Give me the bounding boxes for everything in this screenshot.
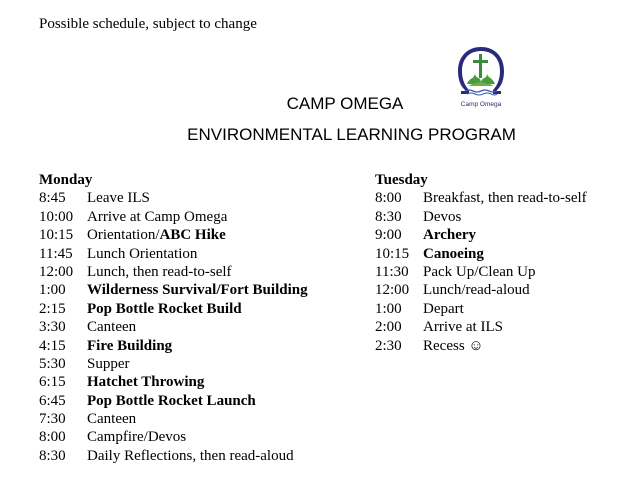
activity-text: Canoeing — [423, 245, 484, 262]
logo-text: Camp Omega — [460, 101, 502, 108]
schedule-time: 10:15 — [39, 227, 74, 244]
activity-text: Orientation/ — [87, 227, 160, 244]
activity-text: Hatchet Throwing — [87, 374, 205, 391]
activity-text: Lunch, then read-to-self — [87, 263, 232, 280]
schedule-activity — [423, 319, 503, 335]
schedule-row — [375, 281, 587, 299]
schedule-time: 11:45 — [39, 245, 73, 262]
page-title: CAMP OMEGA — [286, 94, 404, 113]
schedule-time: 11:30 — [375, 263, 409, 280]
schedule-time: 2:15 — [39, 300, 66, 317]
schedule-row — [375, 263, 587, 281]
schedule-row — [39, 410, 308, 428]
schedule-row — [39, 355, 308, 373]
schedule-time: 7:30 — [39, 411, 66, 428]
schedule-time: 4:15 — [39, 337, 66, 354]
activity-text: Breakfast, then read-to-self — [423, 190, 587, 207]
activity-text: Canteen — [87, 319, 137, 336]
schedule-activity — [87, 338, 172, 354]
activity-text: Pop Bottle Rocket Build — [87, 300, 242, 317]
schedule-activity — [423, 264, 535, 280]
tuesday-schedule — [375, 171, 587, 355]
schedule-activity — [87, 448, 294, 464]
schedule-activity — [87, 393, 256, 409]
activity-text: Canteen — [87, 411, 137, 428]
activity-text: Fire Building — [87, 337, 173, 354]
schedule-row — [375, 245, 587, 263]
schedule-time: 8:30 — [375, 208, 402, 225]
schedule-activity — [423, 338, 484, 354]
schedule-note: Possible schedule, subject to change — [39, 16, 257, 32]
schedule-activity — [87, 429, 186, 445]
schedule-activity — [87, 411, 136, 427]
schedule-time: 8:30 — [39, 447, 66, 464]
schedule-row — [39, 392, 308, 410]
activity-text: Arrive at Camp Omega — [87, 208, 228, 225]
activity-text: Supper — [87, 355, 130, 372]
schedule-row — [375, 337, 587, 355]
page-subtitle: ENVIRONMENTAL LEARNING PROGRAM — [187, 125, 516, 144]
schedule-activity — [423, 227, 476, 243]
activity-text: ABC Hike — [159, 227, 226, 244]
schedule-row — [39, 226, 308, 244]
schedule-time: 5:30 — [39, 355, 66, 372]
schedule-row — [39, 447, 308, 465]
activity-text: Archery — [423, 227, 477, 244]
schedule-activity — [87, 209, 227, 225]
schedule-activity — [87, 356, 130, 372]
day-heading-monday: Monday — [39, 172, 93, 188]
schedule-row — [375, 226, 587, 244]
activity-text: Arrive at ILS — [423, 319, 503, 336]
schedule-row — [375, 300, 587, 318]
schedule-activity — [87, 301, 242, 317]
schedule-time: 12:00 — [39, 263, 74, 280]
schedule-time: 10:15 — [375, 245, 410, 262]
activity-text: Daily Reflections, then read-aloud — [87, 447, 294, 464]
activity-text: Campfire/Devos — [87, 429, 187, 446]
schedule-time: 9:00 — [375, 227, 402, 244]
schedule-row — [39, 245, 308, 263]
activity-text: Pack Up/Clean Up — [423, 263, 536, 280]
schedule-time: 2:30 — [375, 337, 402, 354]
activity-text: Depart — [423, 300, 464, 317]
schedule-activity — [87, 227, 226, 243]
schedule-activity — [423, 190, 587, 206]
activity-text: Wilderness Survival/Fort Building — [87, 282, 308, 299]
omega-cross-logo-icon — [455, 44, 507, 100]
schedule-row — [39, 428, 308, 446]
schedule-time: 2:00 — [375, 319, 402, 336]
schedule-activity — [423, 246, 484, 262]
activity-text: Devos — [423, 208, 462, 225]
day-heading-tuesday: Tuesday — [375, 172, 428, 188]
activity-text: Lunch/read-aloud — [423, 282, 530, 299]
schedule-time: 10:00 — [39, 208, 74, 225]
schedule-time: 1:00 — [375, 300, 402, 317]
schedule-row — [39, 281, 308, 299]
activity-text: Leave ILS — [87, 190, 150, 207]
activity-text: Lunch Orientation — [87, 245, 198, 262]
schedule-activity — [423, 301, 464, 317]
schedule-row — [39, 337, 308, 355]
schedule-row — [39, 189, 308, 207]
activity-text: Pop Bottle Rocket Launch — [87, 392, 256, 409]
schedule-row — [39, 318, 308, 336]
schedule-time: 8:45 — [39, 190, 66, 207]
schedule-activity — [87, 264, 232, 280]
monday-schedule — [39, 171, 308, 465]
schedule-activity — [87, 319, 136, 335]
activity-text: Recess ☺ — [423, 337, 484, 354]
schedule-time: 12:00 — [375, 282, 410, 299]
schedule-time: 3:30 — [39, 319, 66, 336]
schedule-row — [39, 300, 308, 318]
schedule-time: 8:00 — [375, 190, 402, 207]
schedule-activity — [423, 282, 530, 298]
schedule-row — [375, 208, 587, 226]
schedule-activity — [87, 374, 204, 390]
schedule-row — [39, 208, 308, 226]
schedule-row — [375, 318, 587, 336]
schedule-row — [39, 373, 308, 391]
schedule-time: 8:00 — [39, 429, 66, 446]
schedule-activity — [423, 209, 461, 225]
schedule-activity — [87, 246, 197, 262]
schedule-row — [39, 263, 308, 281]
schedule-time: 1:00 — [39, 282, 66, 299]
schedule-time: 6:15 — [39, 374, 66, 391]
schedule-activity — [87, 190, 150, 206]
schedule-time: 6:45 — [39, 392, 66, 409]
schedule-activity — [87, 282, 308, 298]
schedule-row — [375, 189, 587, 207]
